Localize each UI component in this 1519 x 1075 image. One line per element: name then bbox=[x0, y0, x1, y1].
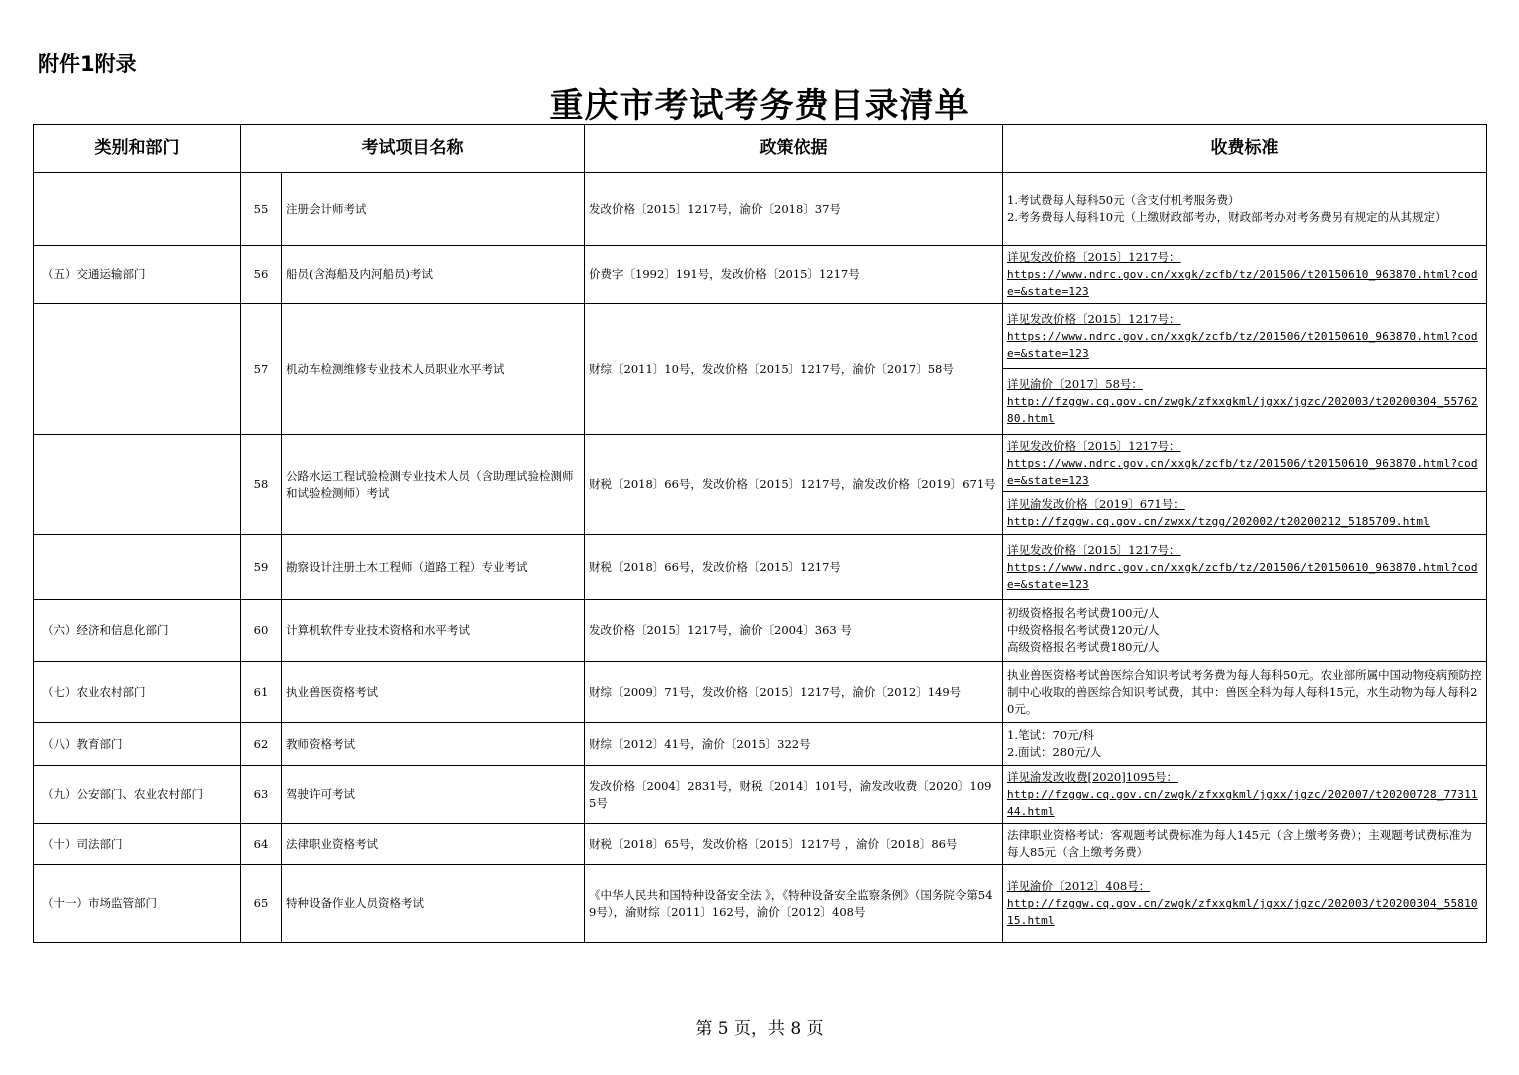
table-row bbox=[34, 246, 1487, 304]
fee-standard-cell[interactable] bbox=[1003, 492, 1487, 535]
category-cell: （十）司法部门 bbox=[34, 824, 241, 865]
fee-standard-cell[interactable] bbox=[1003, 304, 1487, 369]
policy-cell: 价费字〔1992〕191号，发改价格〔2015〕1217号 bbox=[585, 246, 1003, 304]
fee-standard-cell bbox=[1003, 824, 1487, 865]
exam-name-cell: 勘察设计注册土木工程师（道路工程）专业考试 bbox=[282, 535, 585, 600]
item-number-cell: 60 bbox=[241, 600, 282, 662]
fee-standard-line: 法律职业资格考试：客观题考试费标准为每人145元（含上缴考务费）；主观题考试费标准为每人85元（含上缴考务费） bbox=[1007, 828, 1472, 859]
exam-name-cell: 公路水运工程试验检测专业技术人员（含助理试验检测师和试验检测师）考试 bbox=[282, 435, 585, 535]
policy-link-url[interactable]: https://www.ndrc.gov.cn/xxgk/zcfb/tz/201506/t20150610_963870.html?code=&state=123 bbox=[1007, 560, 1478, 591]
item-number-cell: 61 bbox=[241, 662, 282, 723]
policy-cell: 财综〔2009〕71号，发改价格〔2015〕1217号，渝价〔2012〕149号 bbox=[585, 662, 1003, 723]
fee-standard-cell[interactable] bbox=[1003, 535, 1487, 600]
policy-link-url[interactable]: https://www.ndrc.gov.cn/xxgk/zcfb/tz/201506/t20150610_963870.html?code=&state=123 bbox=[1007, 456, 1478, 487]
document-title: 重庆市考试考务费目录清单 bbox=[549, 86, 970, 126]
exam-name-cell: 注册会计师考试 bbox=[282, 173, 585, 246]
exam-name-cell: 计算机软件专业技术资格和水平考试 bbox=[282, 600, 585, 662]
fee-standard-cell[interactable] bbox=[1003, 766, 1487, 824]
header-exam-name: 考试项目名称 bbox=[241, 125, 585, 173]
fee-standard-line: 高级资格报名考试费180元/人 bbox=[1007, 640, 1160, 654]
policy-link-url[interactable]: http://fzggw.cq.gov.cn/zwgk/zfxxgkml/jgxx/jgzc/202003/t20200304_5576280.html bbox=[1007, 395, 1478, 425]
item-number-cell: 65 bbox=[241, 865, 282, 943]
exam-name-cell: 特种设备作业人员资格考试 bbox=[282, 865, 585, 943]
fee-standard-cell bbox=[1003, 662, 1487, 723]
exam-name-cell: 驾驶许可考试 bbox=[282, 766, 585, 824]
category-cell bbox=[34, 304, 241, 435]
exam-name-cell: 执业兽医资格考试 bbox=[282, 662, 585, 723]
table-row bbox=[34, 766, 1487, 824]
item-number-cell: 58 bbox=[241, 435, 282, 535]
header-category: 类别和部门 bbox=[34, 125, 241, 173]
policy-cell: 发改价格〔2015〕1217号，渝价〔2018〕37号 bbox=[585, 173, 1003, 246]
table-row bbox=[34, 600, 1487, 662]
fee-standard-line: 1.笔试：70元/科 bbox=[1007, 728, 1094, 742]
fee-standard-line: 2.面试：280元/人 bbox=[1007, 745, 1102, 759]
fee-standard-line: 中级资格报名考试费120元/人 bbox=[1007, 623, 1160, 637]
table-row bbox=[34, 435, 1487, 492]
policy-cell: 财税〔2018〕66号，发改价格〔2015〕1217号，渝发改价格〔2019〕671号 bbox=[585, 435, 1003, 535]
fee-standard-cell[interactable] bbox=[1003, 369, 1487, 435]
policy-cell: 财税〔2018〕66号，发改价格〔2015〕1217号 bbox=[585, 535, 1003, 600]
category-cell: （十一）市场监管部门 bbox=[34, 865, 241, 943]
policy-cell: 财综〔2012〕41号，渝价〔2015〕322号 bbox=[585, 723, 1003, 766]
item-number-cell: 57 bbox=[241, 304, 282, 435]
exam-name-cell: 机动车检测维修专业技术人员职业水平考试 bbox=[282, 304, 585, 435]
exam-name-cell: 法律职业资格考试 bbox=[282, 824, 585, 865]
fee-standard-line: 执业兽医资格考试兽医综合知识考试考务费为每人每科50元。农业部所属中国动物疫病预防控制中心收取的兽医综合知识考试费，其中：兽医全科为每人每科15元，水生动物为每人每科20元。 bbox=[1007, 667, 1482, 716]
policy-link-label[interactable]: 详见渝发改收费[2020]1095号： bbox=[1007, 770, 1179, 784]
header-policy: 政策依据 bbox=[585, 125, 1003, 173]
category-cell: （九）公安部门、农业农村部门 bbox=[34, 766, 241, 824]
policy-cell: 财综〔2011〕10号，发改价格〔2015〕1217号，渝价〔2017〕58号 bbox=[585, 304, 1003, 435]
table-row bbox=[34, 173, 1487, 246]
policy-link-url[interactable]: http://fzggw.cq.gov.cn/zwgk/zfxxgkml/jgxx/jgzc/202007/t20200728_7731144.html bbox=[1007, 788, 1478, 818]
policy-link-label[interactable]: 详见发改价格〔2015〕1217号： bbox=[1007, 542, 1181, 557]
fee-standard-line: 初级资格报名考试费100元/人 bbox=[1007, 606, 1160, 620]
policy-link-label[interactable]: 详见发改价格〔2015〕1217号： bbox=[1007, 311, 1181, 326]
fee-standard-cell bbox=[1003, 600, 1487, 662]
item-number-cell: 63 bbox=[241, 766, 282, 824]
table-row bbox=[34, 662, 1487, 723]
category-cell: （八）教育部门 bbox=[34, 723, 241, 766]
exam-name-cell: 船员(含海船及内河船员)考试 bbox=[282, 246, 585, 304]
category-cell: （七）农业农村部门 bbox=[34, 662, 241, 723]
fee-standard-cell[interactable] bbox=[1003, 865, 1487, 943]
category-cell bbox=[34, 535, 241, 600]
fee-standard-cell bbox=[1003, 173, 1487, 246]
fee-standard-cell bbox=[1003, 723, 1487, 766]
category-cell bbox=[34, 435, 241, 535]
table-row bbox=[34, 824, 1487, 865]
policy-link-label[interactable]: 详见发改价格〔2015〕1217号： bbox=[1007, 250, 1181, 264]
policy-link-label[interactable]: 详见发改价格〔2015〕1217号： bbox=[1007, 438, 1181, 453]
attachment-label: 附件1附录 bbox=[38, 52, 137, 76]
category-cell bbox=[34, 173, 241, 246]
policy-cell: 发改价格〔2004〕2831号，财税〔2014〕101号，渝发改收费〔2020〕1095号 bbox=[585, 766, 1003, 824]
fee-standard-line: 1.考试费每人每科50元（含支付机考服务费） bbox=[1007, 193, 1240, 207]
fee-standard-cell[interactable] bbox=[1003, 435, 1487, 492]
policy-link-url[interactable]: https://www.ndrc.gov.cn/xxgk/zcfb/tz/201506/t20150610_963870.html?code=&state=123 bbox=[1007, 268, 1478, 298]
policy-link-label[interactable]: 详见渝价〔2017〕58号： bbox=[1007, 377, 1143, 391]
header-fee-standard: 收费标准 bbox=[1003, 125, 1487, 173]
item-number-cell: 64 bbox=[241, 824, 282, 865]
item-number-cell: 55 bbox=[241, 173, 282, 246]
item-number-cell: 56 bbox=[241, 246, 282, 304]
policy-link-url[interactable]: https://www.ndrc.gov.cn/xxgk/zcfb/tz/201506/t20150610_963870.html?code=&state=123 bbox=[1007, 329, 1478, 360]
fee-standard-cell[interactable] bbox=[1003, 246, 1487, 304]
category-cell: （五）交通运输部门 bbox=[34, 246, 241, 304]
table-header-row bbox=[34, 125, 1487, 173]
policy-cell: 《中华人民共和国特种设备安全法 》，《特种设备安全监察条例》（国务院令第549号），渝财综〔2011〕162号，渝价〔2012〕408号 bbox=[585, 865, 1003, 943]
item-number-cell: 62 bbox=[241, 723, 282, 766]
page-footer: 第 5 页，共 8 页 bbox=[695, 1019, 824, 1039]
fee-catalog-table bbox=[33, 124, 1487, 943]
table-row bbox=[34, 304, 1487, 369]
item-number-cell: 59 bbox=[241, 535, 282, 600]
policy-link-url[interactable]: http://fzggw.cq.gov.cn/zwgk/zfxxgkml/jgxx/jgzc/202003/t20200304_5581015.html bbox=[1007, 897, 1478, 927]
fee-standard-line: 2.考务费每人每科10元（上缴财政部考办，财政部考办对考务费另有规定的从其规定） bbox=[1007, 210, 1447, 224]
policy-cell: 发改价格〔2015〕1217号，渝价〔2004〕363 号 bbox=[585, 600, 1003, 662]
table-row bbox=[34, 535, 1487, 600]
table-row bbox=[34, 723, 1487, 766]
policy-cell: 财税〔2018〕65号，发改价格〔2015〕1217号 ，渝价〔2018〕86号 bbox=[585, 824, 1003, 865]
policy-link-url[interactable]: http://fzggw.cq.gov.cn/zwxx/tzgg/202002/t20200212_5185709.html bbox=[1007, 515, 1430, 528]
exam-name-cell: 教师资格考试 bbox=[282, 723, 585, 766]
category-cell: （六）经济和信息化部门 bbox=[34, 600, 241, 662]
policy-link-label[interactable]: 详见渝价〔2012〕408号： bbox=[1007, 879, 1151, 893]
table-row bbox=[34, 865, 1487, 943]
policy-link-label[interactable]: 详见渝发改价格〔2019〕671号： bbox=[1007, 497, 1185, 511]
